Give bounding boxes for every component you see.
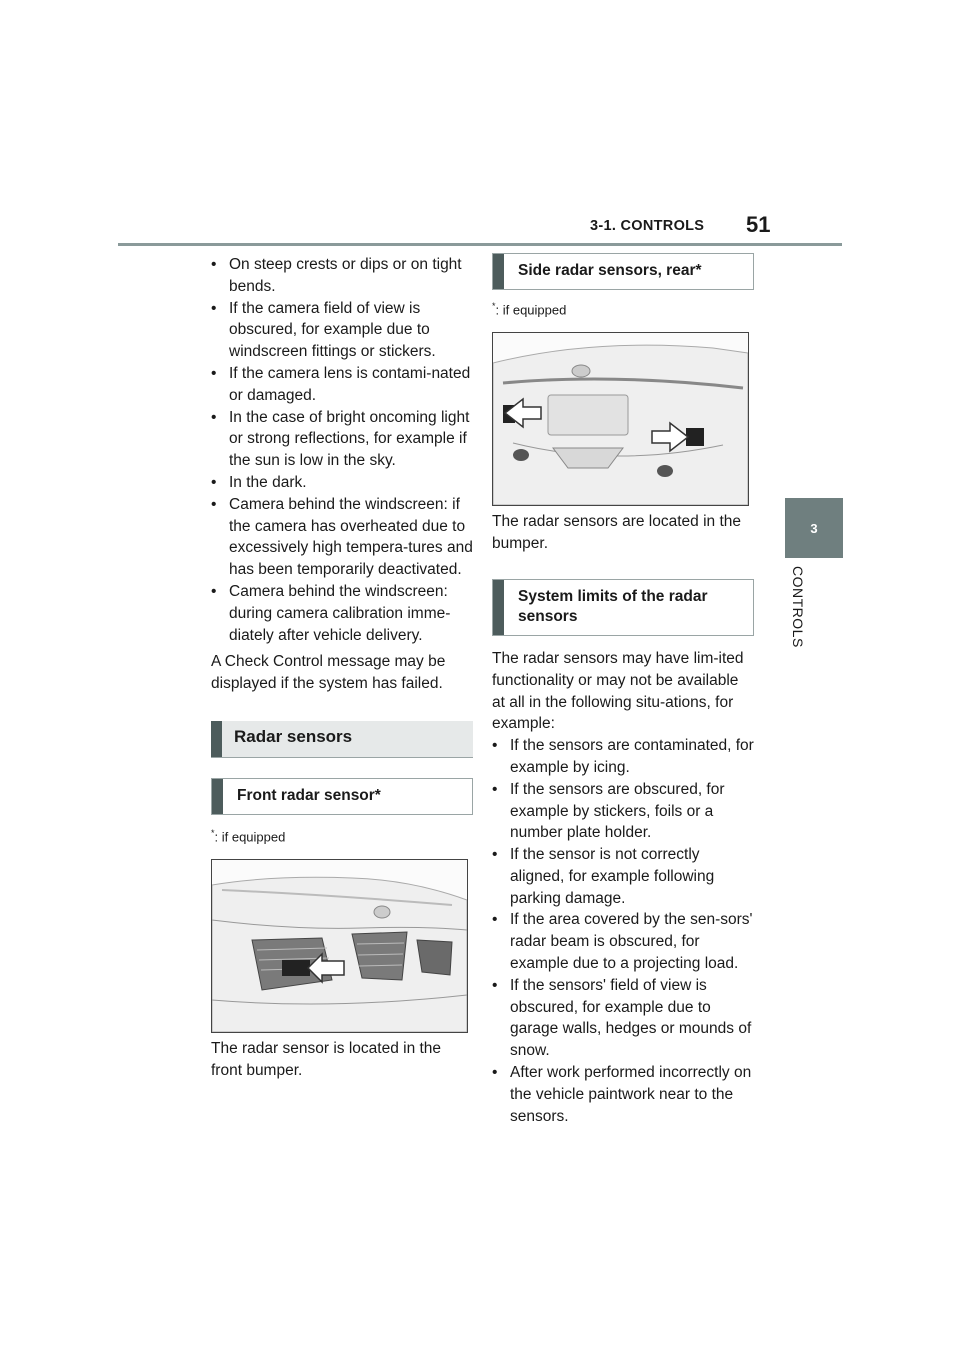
footnote-marker: * [211,827,215,838]
heading-text: Side radar sensors, rear* [518,262,702,279]
front-radar-location: The radar sensor is located in the front bumper. [211,1040,442,1080]
check-control-paragraph: A Check Control message may be displayed if the system has failed. [211,653,446,693]
radar-limits-list [492,735,754,1127]
right-column [492,253,754,1127]
front-radar-heading [211,778,473,815]
side-radar-heading [492,253,754,290]
chapter-number: 3 [810,520,818,536]
list-item: • If the sensors are contaminated, for example by icing. [492,735,754,779]
side-radar-location: The radar sensors are located in the bumper. [492,513,741,553]
footnote-text: : if equipped [495,302,567,318]
list-item: • If the sensors' field of view is obscured, for example due to garage walls, hedges or mounds of snow. [492,975,754,1062]
list-item: • In the case of bright oncoming light or strong reflections, for example if the sun is low in the sky. [211,407,473,472]
list-item: • Camera behind the windscreen: during camera calibration imme-diately after vehicle delivery. [211,581,473,646]
heading-text: Radar sensors [234,726,353,746]
list-item: • If the sensors are obscured, for example by stickers, foils or a number plate holder. [492,779,754,844]
list-item: • If the area covered by the sen-sors' radar beam is obscured, for example due to a projecting load. [492,909,754,974]
heading-text: Front radar sensor* [237,786,381,804]
radar-sensors-heading [211,721,473,758]
list-item: • After work performed incorrectly on the vehicle paintwork near to the sensors. [492,1062,754,1127]
list-item: • Camera behind the windscreen: if the camera has overheated due to excessively high tempera-tures and has been temporarily deactivated. [211,494,473,581]
heading-bar [212,779,223,814]
footnote-text: : if equipped [214,829,286,845]
front-radar-illustration [211,859,468,1033]
side-radar-illustration [492,332,749,506]
chapter-tab[interactable] [785,498,843,558]
list-item: • If the camera field of view is obscured, for example due to windscreen fittings or stickers. [211,298,473,363]
system-limits-heading [492,579,754,636]
list-item: • On steep crests or dips or on tight bends. [211,254,473,298]
section-label: 3-1. CONTROLS [590,218,705,234]
camera-limits-list [211,254,473,646]
list-item: • If the camera lens is contami-nated or damaged. [211,363,473,407]
heading-bar [211,721,222,757]
list-item: • In the dark. [211,472,473,494]
page-number: 51 [746,212,771,237]
heading-bar [493,254,504,289]
limits-intro-paragraph: The radar sensors may have lim-ited functionality or may not be available at all in the following situ-ations, for example: [492,649,744,733]
heading-text: System limits of the radar sensors [518,587,708,625]
front-bumper-drawing [212,860,467,1032]
chapter-label-text: CONTROLS [790,566,806,648]
footnote-marker: * [492,301,496,311]
footnote [211,825,473,845]
rear-bumper-drawing [493,333,748,505]
footnote [492,298,754,318]
chapter-label [778,566,818,656]
heading-bar [493,580,504,635]
list-item: • If the sensor is not correctly aligned, for example following parking damage. [492,844,754,909]
left-column [211,254,473,1082]
header-divider [118,243,842,246]
